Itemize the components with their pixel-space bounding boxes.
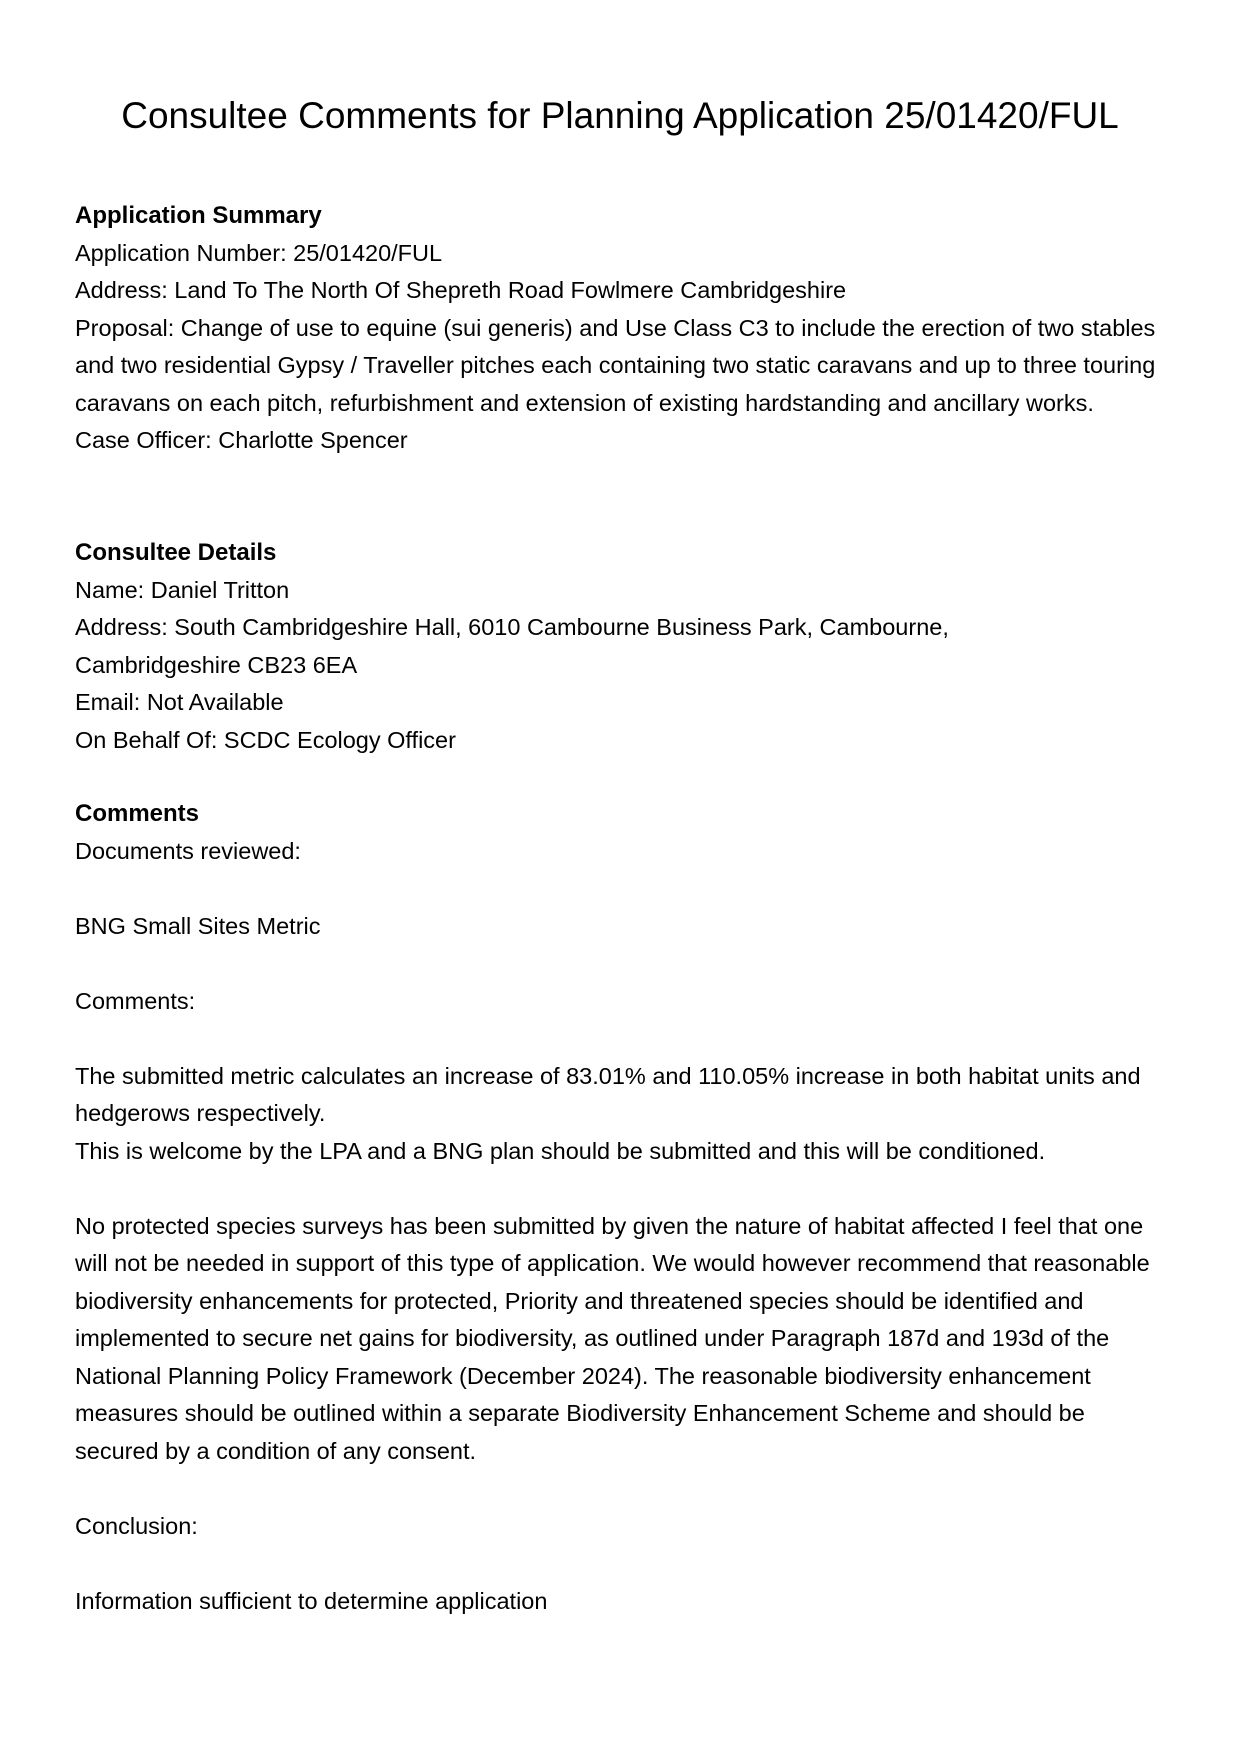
spacer — [75, 1170, 1165, 1208]
conclusion-text: Information sufficient to determine application — [75, 1587, 548, 1614]
consultee-details-heading: Consultee Details — [75, 539, 277, 566]
application-number: Application Number: 25/01420/FUL — [75, 239, 443, 266]
spacer — [75, 1470, 1165, 1508]
application-summary-section — [75, 197, 1165, 460]
documents-reviewed-label: Documents reviewed: — [75, 837, 301, 864]
consultee-details-section — [75, 534, 1165, 759]
spacer — [75, 1020, 1165, 1058]
consultee-email: Email: Not Available — [75, 689, 284, 715]
application-summary-heading: Application Summary — [75, 202, 322, 229]
comments-heading: Comments — [75, 800, 200, 827]
case-officer: Case Officer: Charlotte Spencer — [75, 427, 408, 453]
consultee-name: Name: Daniel Tritton — [75, 576, 290, 603]
spacer — [75, 1545, 1165, 1583]
consultee-on-behalf-of: On Behalf Of: SCDC Ecology Officer — [75, 726, 456, 753]
species-paragraph: No protected species surveys has been submitted by given the nature of habitat affected I feel that one will not be needed in support of this type of application. We would however recommend that reasonable biodiversity enhancements for protected, Priority and threatened species should be identified and implemented to secure net gains for biodiversity, as outlined under Paragraph 187d and 193d of the National Planning Policy Framework (December 2024). The reasonable biodiversity enhancement measures should be outlined within a separate Biodiversity Enhancement Scheme and should be secured by a condition of any consent. — [75, 1212, 1150, 1464]
comments-section — [75, 795, 1165, 1620]
application-proposal: Proposal: Change of use to equine (sui generis) and Use Class C3 to include the erection of two stables and two residential Gypsy / Traveller pitches each containing two static caravans and up to three touring caravans on each pitch, refurbishment and extension of existing hardstanding and ancillary works. — [75, 314, 1156, 416]
documents-reviewed-item: BNG Small Sites Metric — [75, 912, 321, 939]
metric-paragraph: The submitted metric calculates an increase of 83.01% and 110.05% increase in both habitat units and hedgerows respectively. — [75, 1062, 1141, 1126]
spacer — [75, 945, 1165, 983]
comments-label: Comments: — [75, 987, 196, 1014]
spacer — [75, 870, 1165, 908]
page-title: Consultee Comments for Planning Application 25/01420/FUL — [121, 95, 1119, 136]
metric-paragraph-continued: This is welcome by the LPA and a BNG plan should be submitted and this will be conditioned. — [75, 1137, 1046, 1164]
consultee-address: Address: South Cambridgeshire Hall, 6010 Cambourne Business Park, Cambourne, Cambridgeshire CB23 6EA — [75, 614, 949, 678]
conclusion-label: Conclusion: — [75, 1512, 198, 1539]
application-address: Address: Land To The North Of Shepreth Road Fowlmere Cambridgeshire — [75, 277, 847, 303]
